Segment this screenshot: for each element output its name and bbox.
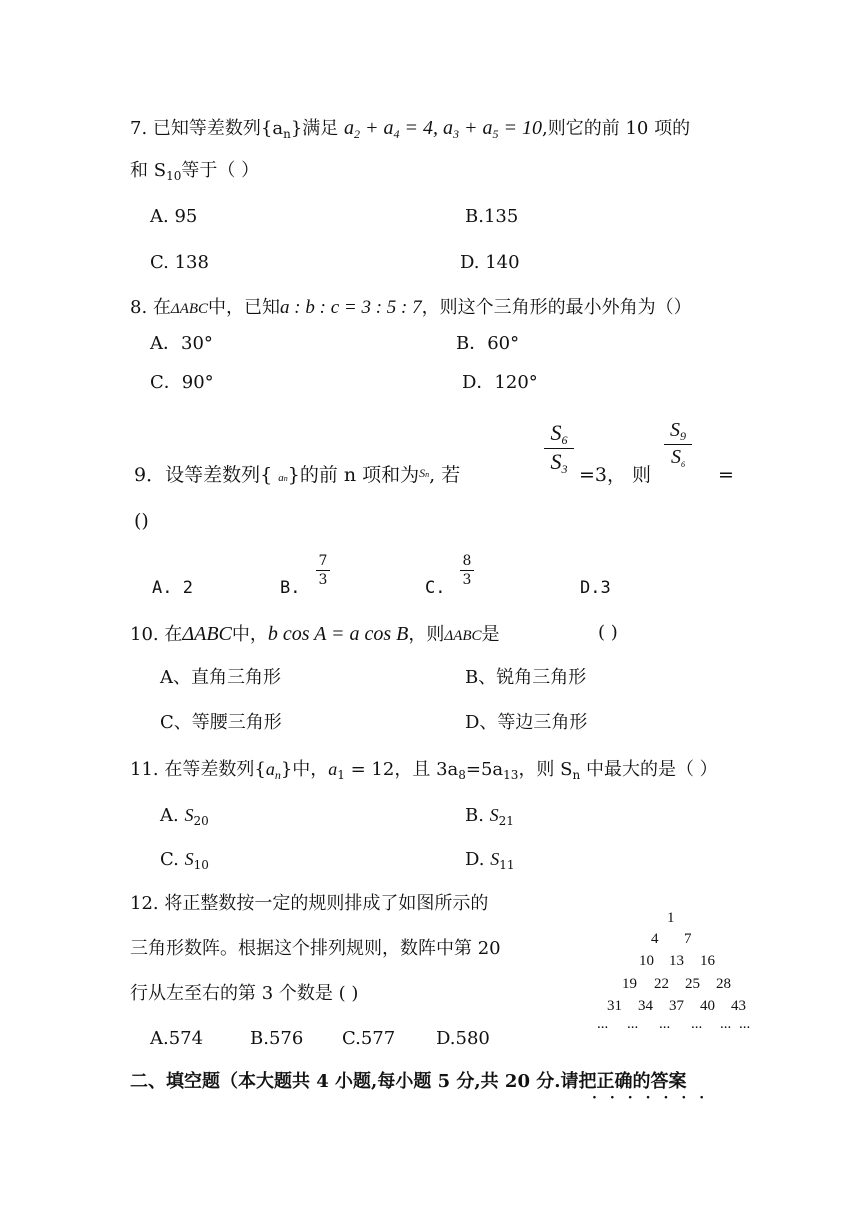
q8-option-d: D．120° xyxy=(462,372,538,393)
q8-line xyxy=(130,298,692,317)
q12-option-d: D.580 xyxy=(436,1028,490,1049)
q9-option-b-frac: 7 3 xyxy=(316,554,330,587)
q11-an-sub: n xyxy=(274,768,281,782)
q9-mid: }的前 n 项和为 xyxy=(287,464,420,486)
q10-suffix: 是 xyxy=(481,624,500,645)
q11-a1-val: = 12 xyxy=(344,759,395,780)
q9-option-c: C. xyxy=(425,578,446,598)
q11-an: a xyxy=(265,759,275,779)
q7-option-c: C. 138 xyxy=(150,252,209,273)
q10-paren: ( ) xyxy=(598,622,618,643)
q7-line2-suffix: 等于（ ） xyxy=(181,160,260,181)
q7-line2 xyxy=(130,162,259,182)
q11-mid: }中， xyxy=(280,759,329,780)
q10-mid: 中， xyxy=(231,624,268,645)
q9-sn: Sn xyxy=(419,466,430,480)
q9-eq3: =3， 则 xyxy=(579,464,652,486)
tri-cell: 40 xyxy=(700,998,715,1014)
tri-cell: ... xyxy=(659,1016,671,1032)
q11-a13-sub: 13 xyxy=(503,768,519,782)
q8-option-c: C．90° xyxy=(150,372,214,393)
q9-option-a: A. 2 xyxy=(152,578,193,598)
q8-mid: 中，已知 xyxy=(208,297,281,318)
tri-cell: ... xyxy=(691,1016,703,1032)
q8-triangle: ΔABC xyxy=(170,301,209,317)
q12-option-c: C.577 xyxy=(342,1028,396,1049)
tri-cell: 7 xyxy=(684,931,692,947)
tri-cell: 28 xyxy=(716,976,731,992)
q9-line xyxy=(134,466,460,485)
q8-option-b: B．60° xyxy=(456,333,520,354)
q11-option-b: B. $S_{21}$ xyxy=(465,805,514,828)
q8-prefix: 8. 在 xyxy=(130,297,171,318)
tri-cell: 25 xyxy=(685,976,700,992)
q7-sub: n xyxy=(283,127,291,141)
tri-cell: ... xyxy=(739,1016,751,1032)
q7-option-a: A. 95 xyxy=(150,206,198,227)
q7-formula: $a_2 + a_4 = 4$, $a_3 + a_5 = 10$ xyxy=(344,117,543,141)
tri-cell: 19 xyxy=(622,976,637,992)
q9-frac1: $S_6$ $S_3$ xyxy=(544,422,574,475)
q10-option-b: B、锐角三角形 xyxy=(465,667,587,688)
tri-cell: 10 xyxy=(639,953,654,969)
q12-line3: 行从左至右的第 3 个数是 ( ) xyxy=(130,983,359,1004)
q7-option-b: B.135 xyxy=(465,206,519,227)
q11-mid3: =5a xyxy=(465,759,504,780)
q11-prefix: 11. 在等差数列{ xyxy=(130,759,266,780)
q10-mid2: ，则 xyxy=(408,624,445,645)
q10-option-d: D、等边三角形 xyxy=(465,712,588,733)
emphasis-dots: ······· xyxy=(592,1090,718,1106)
q12-line2: 三角形数阵。根据这个排列规则，数阵中第 20 xyxy=(130,938,501,959)
q11-a1: a xyxy=(328,759,338,779)
q7-suffix: ,则它的前 10 项的 xyxy=(542,118,691,139)
tri-cell: 43 xyxy=(731,998,746,1014)
tri-cell: ... xyxy=(597,1016,609,1032)
q10-triangle: ΔABC xyxy=(182,623,232,645)
q8-suffix: ，则这个三角形的最小外角为（） xyxy=(421,297,692,318)
tri-cell: 31 xyxy=(607,998,622,1014)
q11-option-d: D. $S_{11}$ xyxy=(465,849,515,872)
q7-option-d: D. 140 xyxy=(460,252,520,273)
tri-cell: 22 xyxy=(654,976,669,992)
tri-cell: ... xyxy=(720,1016,732,1032)
q10-formula: b cos A = a cos B xyxy=(267,623,409,645)
q8-option-a: A．30° xyxy=(150,333,213,354)
tri-cell: 34 xyxy=(638,998,653,1014)
q10-option-c: C、等腰三角形 xyxy=(160,712,282,733)
section2-title: 二、填空题（本大题共 4 小题,每小题 5 分,共 20 分.请把正确的答案 xyxy=(130,1071,687,1092)
q11-sn-sub: n xyxy=(572,768,581,782)
q7-line2-sub: 10 xyxy=(166,169,182,183)
q7-text: 7. 已知等差数列{a xyxy=(130,118,284,139)
q9-an: an xyxy=(278,472,288,484)
q11-a1-sub: 1 xyxy=(337,768,345,782)
q9-option-c-frac: 8 3 xyxy=(460,554,474,587)
q7-line1 xyxy=(130,118,690,140)
q10-triangle2: ΔABC xyxy=(444,628,482,644)
q10-option-a: A、直角三角形 xyxy=(160,667,281,688)
q7-mid: }满足 xyxy=(290,118,339,139)
q12-option-a: A.574 xyxy=(150,1028,204,1049)
q10-prefix: 10. 在 xyxy=(130,624,183,645)
tri-cell: 4 xyxy=(651,931,659,947)
tri-cell: 13 xyxy=(669,953,684,969)
q9-option-b: B. xyxy=(280,578,301,598)
tri-cell: ... xyxy=(627,1016,639,1032)
q11-mid2: ，且 3a xyxy=(394,759,459,780)
q10-line xyxy=(130,624,500,644)
q12-line1: 12. 将正整数按一定的规则排成了如图所示的 xyxy=(130,893,489,914)
q9-ruo: , 若 xyxy=(429,464,461,486)
q9-prefix: 9．设等差数列{ xyxy=(134,464,273,486)
q11-a8-sub: 8 xyxy=(458,768,466,782)
q9-option-d: D.3 xyxy=(580,578,611,598)
q11-line xyxy=(130,760,718,781)
q9-eq: = xyxy=(718,464,734,486)
q11-suffix: ，则 S xyxy=(518,759,573,780)
tri-cell: 16 xyxy=(700,953,715,969)
q9-paren: () xyxy=(134,510,149,532)
q11-option-a: A. $S_{20}$ xyxy=(160,805,209,828)
q11-end: 中最大的是（ ） xyxy=(580,759,718,780)
q11-option-c: C. $S_{10}$ xyxy=(160,849,209,872)
q9-frac2: $S_9$ $S_6$ xyxy=(664,420,692,469)
tri-cell: 1 xyxy=(667,910,675,926)
tri-cell: 37 xyxy=(669,998,684,1014)
q12-option-b: B.576 xyxy=(250,1028,304,1049)
q8-ratio: a : b : c = 3 : 5 : 7 xyxy=(280,297,422,318)
q7-line2-text: 和 S xyxy=(130,160,167,181)
